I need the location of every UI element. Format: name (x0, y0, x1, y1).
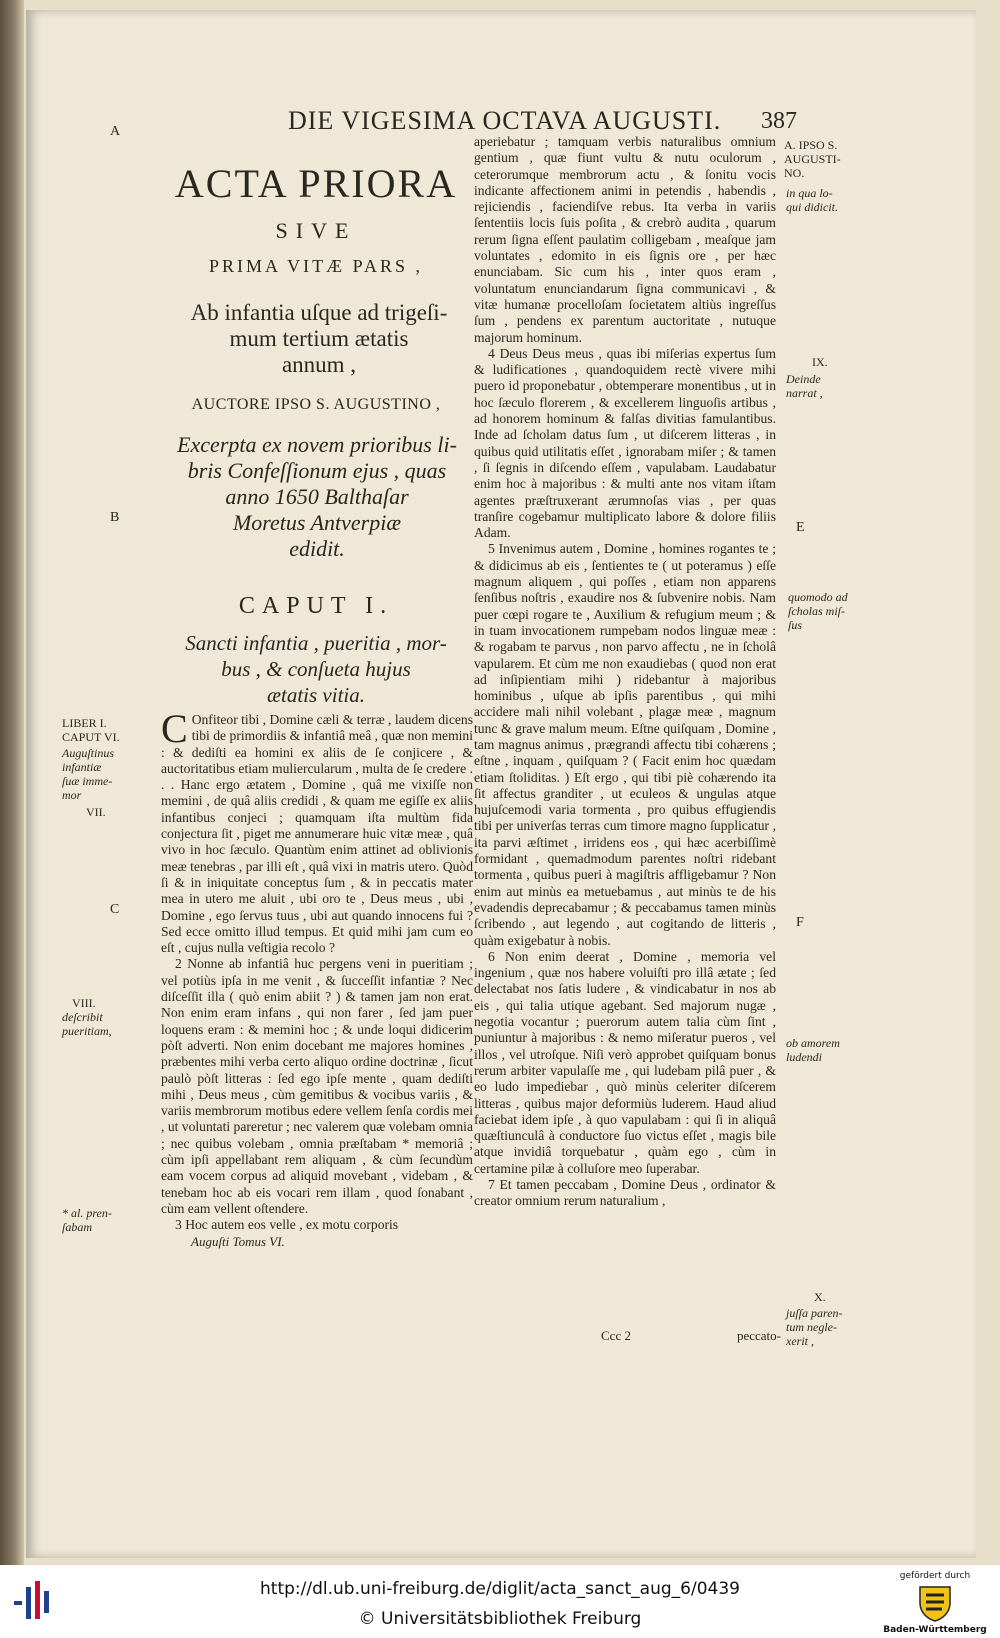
state-name: Baden-Württemberg (883, 1625, 987, 1635)
margin-note-x: X. (814, 1290, 826, 1304)
paragraph-1: C Onfiteor tibi , Domine cæli & terræ , laudem dicens tibi de primordiis & infantiâ meâ , quæ non memini : & dediſti ea homini ex aliis de ſe conjicere , & auctoritatibus etiam muliercularum , multa de ſe credere . . . Hanc ergo ætatem , Domine , quâ me vixiſſe non memini , de quâ aliis credidi , & quam me egiſſe ex aliis infantibus conjeci ; quamquam iſta multùm fida conjectura ſit , piget me annumerare huic vitæ meæ , quâ vivo in hoc ſæculo. Quantùm enim attinet ad oblivionis meæ tenebras , par illi eſt , quâ vixi in matris utero. Quòd ſi & in iniquitate conceptus ſum , & in peccatis mater mea in utero me aluit , ubi oro te , Deus meus , ubi , Domine , ego ſervus tuus , ubi aut quando innocens fui ? Sed ecce omitto illud tempus. Et quid mihi jam cum eo eſt , cujus nulla veſtigia recolo ? (161, 706, 473, 956)
section-mark-e: E (796, 520, 805, 535)
supported-by-label: gefördert durch (899, 1571, 971, 1581)
paragraph-7: 7 Et tamen peccabam , Domine Deus , ordinator & creator omnium rerum naturalium , (474, 1177, 776, 1209)
section-mark-b: B (110, 510, 120, 525)
drop-cap: C (161, 706, 188, 751)
book-page (26, 10, 976, 1558)
margin-note-jussa: juſſa paren- tum negle- xerit , (786, 1306, 843, 1348)
margin-note-deinde: Deinde narrat , (786, 372, 823, 400)
signature-mark: Ccc 2 (601, 1328, 631, 1343)
catchword: peccato- (736, 1328, 781, 1343)
left-column-text (161, 706, 473, 1250)
viewer-footer (0, 1565, 1000, 1638)
chapter-subtitle: Sancti infantia , pueritia , mor- bus , & conſueta hujus ætatis vitia. (185, 631, 447, 707)
section-mark-c: C (110, 902, 120, 917)
copyright-notice: © Universitätsbibliothek Freiburg (358, 1609, 642, 1629)
title-excerpta: Excerpta ex novem prioribus li- bris Confeſſionum ejus , quas anno 1650 Balthaſar Moretus Antverpiæ edidit. (177, 432, 457, 561)
margin-note-liber: LIBER I. CAPUT VI. (62, 716, 120, 744)
margin-note-vii: VII. (86, 805, 106, 819)
title-sive: SIVE (275, 218, 357, 243)
paragraph-0: aperiebatur ; tamquam verbis naturalibus omnium gentium , quæ fiunt vultu & nutu oculorum , ceterorumque membrorum actu , & ſonitu vocis indicante affectionem animi in petendis , habendis , rejiciendis , faciendiſve rebus. Ita verba in variis ſententiis locis ſuis poſita , & crebrò audita , quarum rerum ſigna eſſent paulatim colligebam , meaſque jam voluntates , edomito in eis ſignis ore , per hæc enunciabam. Sic cum his , inter quos eram , voluntatum enunciandarum ſigna communicavi , & vitæ humanæ procelloſam ſocietatem altiùs ingreſſus ſum , pendens ex parentum auctoritate , nutuque majorum hominum. (474, 134, 776, 345)
section-mark-a: A (110, 124, 121, 139)
running-title: DIE VIGESIMA OCTAVA AUGUSTI. (288, 106, 722, 135)
state-crest-icon (914, 1585, 956, 1623)
book-gutter (0, 0, 24, 1565)
title-prima-vitae-pars: PRIMA VITÆ PARS , (208, 256, 424, 276)
margin-note-a-ipso: A. IPSO S. AUGUSTI- NO. (784, 138, 841, 180)
margin-note-variant: * al. pren- ſabam (62, 1206, 112, 1234)
page-number: 387 (761, 108, 797, 134)
margin-note-ob-amorem: ob amorem ludendi (786, 1036, 840, 1064)
title-auctore: AUCTORE IPSO S. AUGUSTINO , (191, 396, 441, 413)
margin-note-in-qua: in qua lo- qui didicit. (786, 186, 838, 214)
right-column-text (474, 134, 776, 1210)
margin-note-ix: IX. (812, 355, 828, 369)
volume-signature: Auguſti Tomus VI. (191, 1233, 285, 1249)
paragraph-5: 5 Invenimus autem , Domine , homines rogantes te ; & didicimus ab eis , ſentientes te ( ut poteramus ) eſſe magnum aliquem , qui poſſes , etiam non apparens ſenſibus noſtris , exaudire nos & ſubvenire nobis. Nam puer cœpi rogare te , Auxilium & refugium meum ; & in tuam invocationem rumpebam nodos linguæ meæ : & rogabam te parvus , non parvo affectu , ne in ſcholâ vapularem. Et cùm me non exaudiebas ( quod non erat ad inſipientiam mihi ) ridebantur à majoribus hominibus , uſque ab ipſis parentibus , qui mihi accidere mali nihil volebant , plagæ meæ , magnum tunc & grave malum meum. Eſtne quiſquam , Domine , tam magnus animus , prægrandi affectu tibi cohærens ; eſtne , inquam , quiſquam ? ( Facit enim hoc quædam etiam ſtoliditas. ) Eſt ergo , qui tibi piè cohærendo ita ſit affectus granditer , ut eculeos & ungulas atque hujuſcemodi varia tormenta , pro quibus effugiendis tibi per univerſas terras cum timore magno ſupplicatur , ita parvi æſtimet , irridens eos , qui hæc acerbiſſimè formidant , quemadmodum parentes noſtri ridebant tormenta , quibus pueri à magiſtris affligebamur ? Non enim aut minùs ea metuebamus , aut minùs te de his evadendis deprecabamur ; & peccabamus tamen minùs ſcribendo , aut legendo , aut cogitando de litteris , quàm exigebatur à nobis. (474, 541, 776, 948)
section-mark-f: F (796, 915, 804, 930)
sponsor-block (880, 1571, 990, 1635)
margin-note-augustinus: Auguſtinus infantiæ ſuæ imme- mor (62, 746, 115, 802)
paragraph-6: 6 Non enim deerat , Domine , memoria vel ingenium , quæ nos habere voluiſti pro illâ ætate ; ſed delectabat nos ſatis ludere , & vindicabatur in nos ab eis , qui talia utique agebant. Sed majorum nugæ , negotia vocantur ; puerorum autem talia cùm ſint , puniuntur à majoribus : & nemo miſeratur pueros , vel illos , vel utroſque. Niſi verò approbet quiſquam bonus rerum arbiter vapulaſſe me , qui ludebam pilâ puer , & eo ludo impediebar , quò minùs celeriter diſcerem litteras , quibus major deformiùs luderem. Haud aliud faciebat idem ipſe , à quo vapulabam : qui ſi in aliquâ quæſtiunculâ à conductore ſuo victus eſſet , magis bile atque invidiâ torquebatur , quàm ego , cùm in certamine pilæ à colluſore meo ſuperabar. (474, 948, 776, 1176)
title-ab-infantia: Ab infantia uſque ad trigeſi- mum tertium ætatis annum , (190, 300, 448, 377)
paragraph-2: 2 Nonne ab infantiâ huc pergens veni in pueritiam ; vel potiùs ipſa in me venit , & ſucceſſit infantiæ ? Nec diſceſſit illa ( quò enim abiit ? ) & tamen jam non erat. Non enim eram infans , qui non farer , ſed jam puer loquens eram : & memini hoc ; & unde loqui didicerim pòſt adverti. Non enim docebant me majores homines , præbentes mihi verba certo aliquo ordine doctrinæ , ſicut paulò pòſt litteras : ſed ego ipſe mente , quam dediſti mihi , Deus meus , cùm gemitibus & vocibus variis , & variis membrorum motibus edere vellem ſenſa cordis mei , ut voluntati pareretur ; nec valerem quæ volebam omnia ; nec quibus volebam , omnia præſtabam * memoriâ ; cùm ipſi appellabant rem aliquam , & cùm ſecundùm eam vocem corpus ad aliquid movebant , videbam , & tenebam hoc ab eis vocari rem illam , quod ſonabant , cùm eam vellent oſtendere. (161, 956, 473, 1216)
paragraph-4: 4 Deus Deus meus , quas ibi miſerias expertus ſum & ludificationes , quandoquidem rectè vivere mihi puero id proponebatur , obtemperare monentibus , ut in hoc ſæculo florerem , & excellerem linguoſis artibus , ad honorem hominum & falſas divitias famulantibus. Inde ad ſcholam datus ſum , ut diſcerem litteras , in quibus quid utilitatis eſſet , ignorabam miſer ; & tamen , ſi ſegnis in diſcendo eſſem , vapulabam. Laudabatur enim hoc à majoribus : & multi ante nos vitam iſtam agentes præſtruxerant ærumnoſas vias , per quas tranſire cogebamur multiplicato labore & dolore filiis Adam. (474, 345, 776, 541)
margin-note-quomodo: quomodo ad ſcholas miſ- ſus (788, 590, 848, 632)
permalink-url[interactable]: http://dl.ub.uni-freiburg.de/diglit/acta_sanct_aug_6/0439 (260, 1579, 740, 1599)
chapter-heading: CAPUT I. (238, 593, 394, 619)
margin-note-describit: deſcribit pueritiam, (62, 1010, 112, 1038)
paragraph-3: 3 Hoc autem eos velle , ex motu corporis (175, 1217, 399, 1233)
title-acta-priora: ACTA PRIORA (174, 161, 458, 206)
margin-note-viii: VIII. (72, 996, 96, 1010)
